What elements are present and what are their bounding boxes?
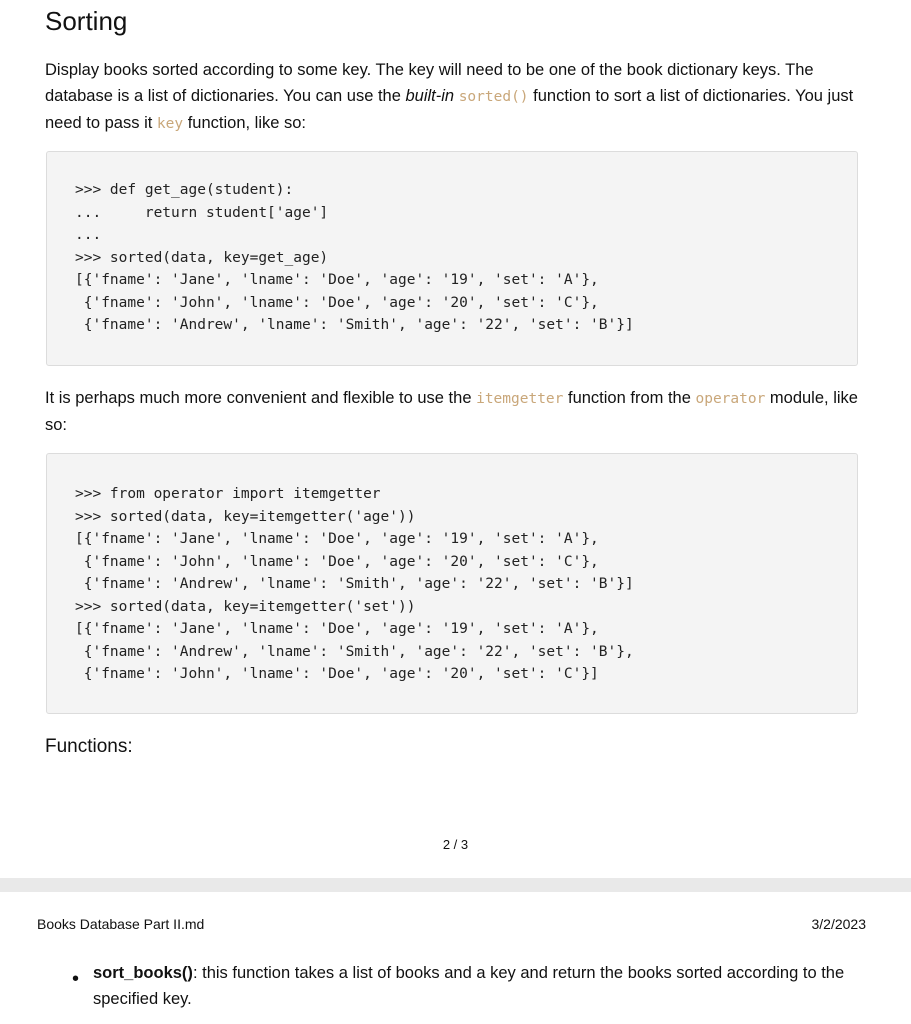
itemgetter-paragraph: [45, 385, 860, 438]
middle-text-2: function from the: [563, 389, 696, 407]
bullet-icon: •: [72, 968, 80, 990]
page-number: 2 / 3: [442, 837, 469, 852]
code-key: key: [156, 116, 184, 132]
code-sorted: sorted(): [458, 89, 529, 105]
page-3: [0, 892, 911, 1024]
intro-builtin: built-in: [405, 87, 455, 105]
code-block-get-age: [46, 151, 858, 366]
function-name: sort_books(): [93, 964, 193, 982]
middle-text-1: It is perhaps much more convenient and flexible to use the: [45, 389, 477, 407]
functions-heading: Functions:: [45, 736, 133, 757]
code-block-text: >>> from operator import itemgetter >>> sorted(data, key=itemgetter('age')) [{'fname': 'Jane', 'lname': 'Doe', 'age': '19', 'set': 'A'}, {'fname': 'John', 'lname': 'Doe', 'age': '20', 'set': 'C'}, {'fname': 'Andrew', 'lname': 'Smith', 'age': '22', 'set': 'B'}] >>> sorted(data, key=itemgetter('set')) [{'fname': 'Jane', 'lname': 'Doe', 'age': '19', 'set': 'A'}, {'fname': 'Andrew', 'lname': 'Smith', 'age': '22', 'set': 'B'}, {'fname': 'John', 'lname': 'Doe', 'age': '20', 'set': 'C'}]: [75, 486, 634, 682]
page-divider: [0, 878, 911, 892]
intro-text-3: function to sort a list of dictionaries. You just need to pass it: [45, 87, 854, 132]
intro-text-4: function, like so:: [183, 114, 307, 132]
intro-paragraph: [45, 57, 860, 137]
section-title: Sorting: [45, 6, 128, 36]
document-date: 3/2/2023: [811, 916, 866, 932]
function-description: [93, 960, 873, 1012]
middle-text-3: module, like so:: [45, 389, 858, 434]
code-block-text: >>> def get_age(student): ... return student['age'] ... >>> sorted(data, key=get_age) [{'fname': 'Jane', 'lname': 'Doe', 'age': '19', 'set': 'A'}, {'fname': 'John', 'lname': 'Doe', 'age': '20', 'set': 'C'}, {'fname': 'Andrew', 'lname': 'Smith', 'age': '22', 'set': 'B'}]: [75, 182, 634, 333]
code-block-itemgetter: [46, 453, 858, 714]
function-text: : this function takes a list of books and a key and return the books sorted according to the specified key.: [93, 964, 845, 1008]
code-itemgetter: itemgetter: [476, 391, 564, 407]
intro-text-1: Display books sorted according to some key. The key will need to be one of the book dictionary keys. The database is a list of dictionaries. You can use the: [45, 61, 814, 105]
code-operator: operator: [695, 391, 766, 407]
document-filename: Books Database Part II.md: [37, 916, 205, 932]
